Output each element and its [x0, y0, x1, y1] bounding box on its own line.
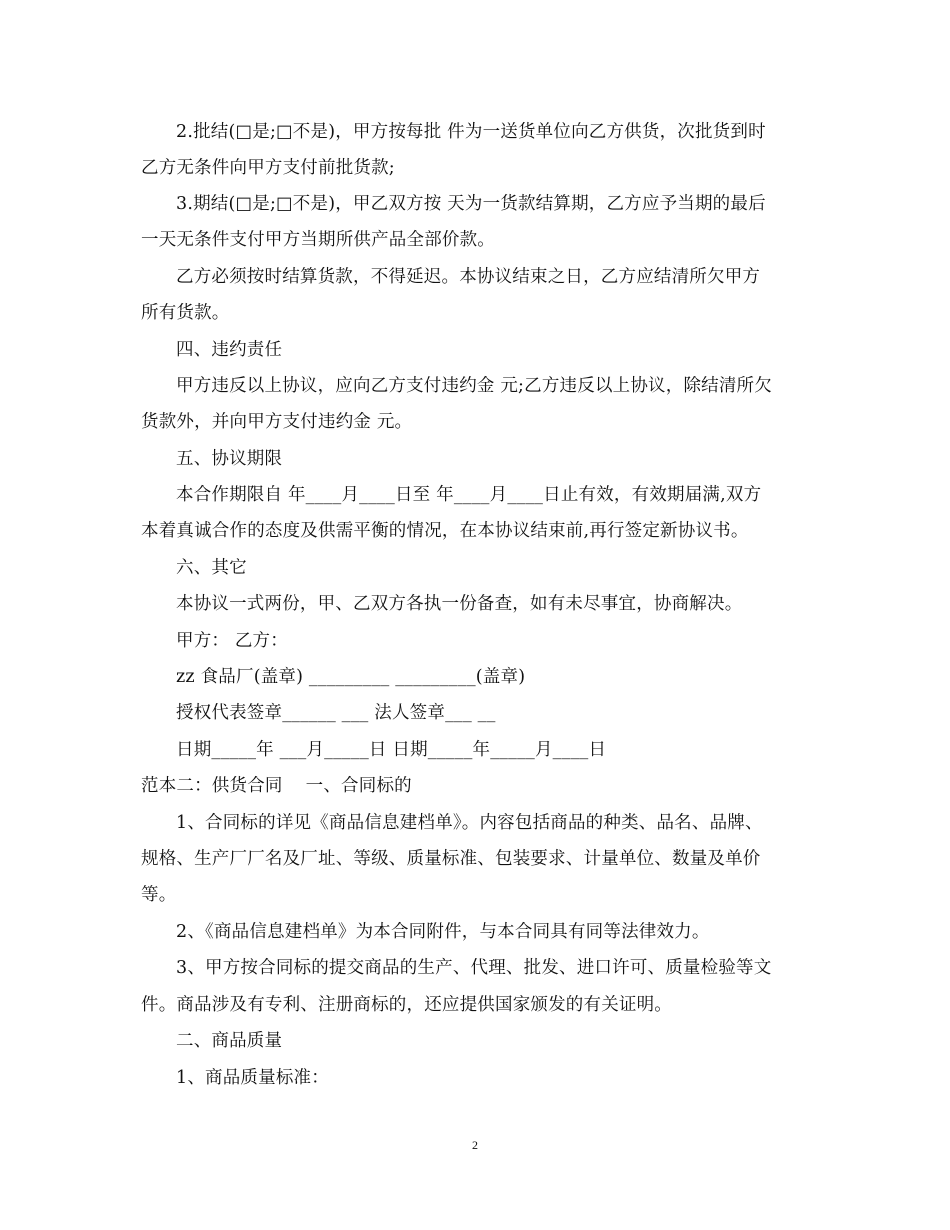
paragraph-line: 件。商品涉及有专利、注册商标的，还应提供国家颁发的有关证明。	[141, 995, 672, 1015]
signature-parties-line: 甲方： 乙方：	[176, 631, 288, 651]
paragraph-line: 所有货款。	[141, 303, 230, 323]
paragraph-line: 货款外，并向甲方支付违约金 元。	[141, 412, 413, 432]
paragraph-line: 本合作期限自 年____月____日至 年____月____日止有效，有效期届满,双方	[176, 485, 762, 505]
paragraph-line: 等。	[141, 885, 177, 905]
section-heading: 五、协议期限	[176, 449, 283, 469]
paragraph-line: 1、商品质量标准：	[176, 1068, 329, 1088]
signature-date-line: 日期_____年 ___月_____日 日期_____年_____月____日	[176, 740, 607, 760]
paragraph-line: 乙方必须按时结算货款，不得延迟。本协议结束之日，乙方应结清所欠甲方	[176, 267, 761, 287]
paragraph-line: 甲方违反以上协议，应向乙方支付违约金 元;乙方违反以上协议，除结清所欠	[176, 376, 772, 396]
section-heading: 六、其它	[176, 558, 247, 578]
paragraph-line: 2.批结(□是;□不是)，甲方按每批 件为一送货单位向乙方供货，次批货到时	[176, 122, 766, 142]
paragraph-line: 本着真诚合作的态度及供需平衡的情况，在本协议结束前,再行签定新协议书。	[141, 521, 749, 541]
paragraph-line: 1、合同标的详见《商品信息建档单》。内容包括商品的种类、品名、品牌、	[176, 813, 763, 833]
signature-seal-line: zz 食品厂(盖章) _________ _________(盖章)	[176, 667, 526, 687]
template-heading: 范本二：供货合同 一、合同标的	[141, 776, 412, 796]
signature-representative-line: 授权代表签章______ ___ 法人签章___ __	[176, 703, 496, 723]
paragraph-line: 2、《商品信息建档单》为本合同附件，与本合同具有同等法律效力。	[176, 922, 710, 942]
paragraph-line: 乙方无条件向甲方支付前批货款;	[141, 158, 395, 178]
paragraph-line: 一天无条件支付甲方当期所供产品全部价款。	[141, 230, 495, 250]
section-heading: 四、违约责任	[176, 340, 283, 360]
paragraph-line: 3.期结(□是;□不是)，甲乙双方按 天为一货款结算期，乙方应予当期的最后	[176, 194, 766, 214]
paragraph-line: 本协议一式两份，甲、乙双方各执一份备查，如有未尽事宜，协商解决。	[176, 594, 743, 614]
page-number: 2	[472, 1138, 478, 1152]
paragraph-line: 3、甲方按合同标的提交商品的生产、代理、批发、进口许可、质量检验等文	[176, 958, 772, 978]
section-heading: 二、商品质量	[176, 1031, 283, 1051]
paragraph-line: 规格、生产厂厂名及厂址、等级、质量标准、包装要求、计量单位、数量及单价	[141, 849, 761, 869]
